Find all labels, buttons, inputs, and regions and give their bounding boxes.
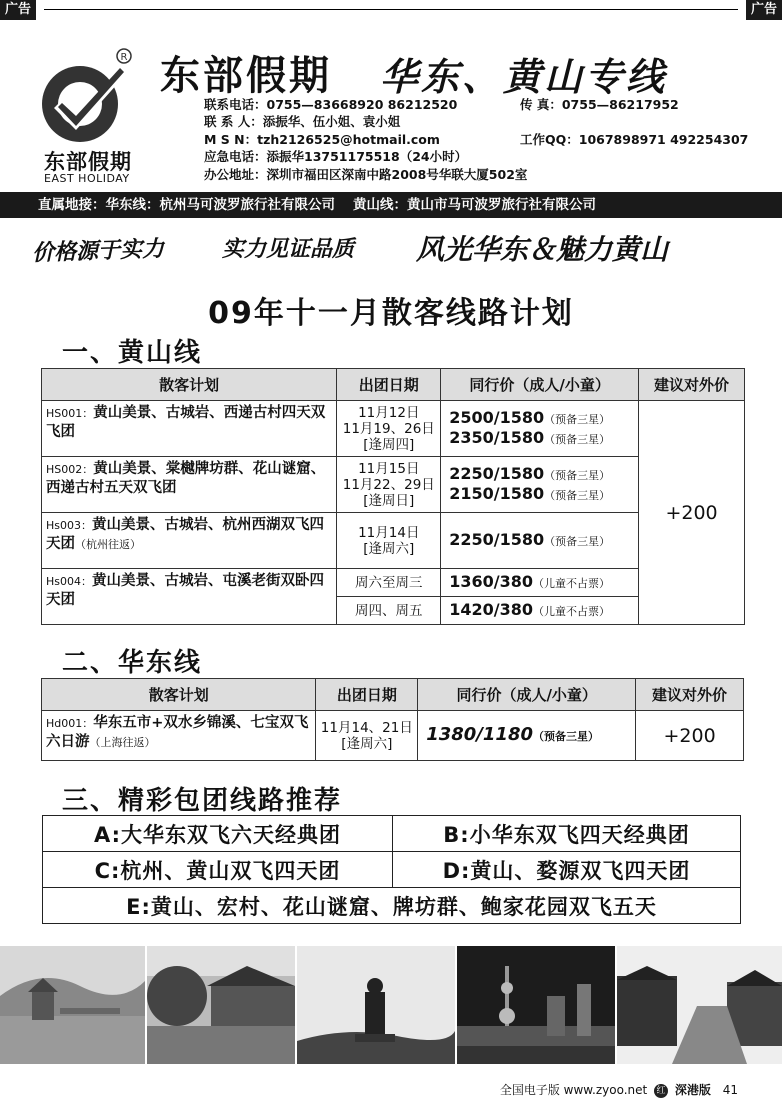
- col-header-suggest: 建议对外价: [639, 369, 745, 401]
- fax-value: 0755—86217952: [561, 97, 679, 112]
- route-code: Hs004：: [46, 575, 92, 588]
- price-note: （预备三星）: [544, 468, 611, 482]
- col-header-price: 同行价（成人/小童）: [441, 369, 639, 401]
- date-line: 11月22、29日: [342, 476, 435, 493]
- page-number: 41: [722, 1083, 738, 1097]
- ad-label-right: 广告: [746, 0, 782, 20]
- header: [0, 20, 782, 192]
- contact-row-phone: [204, 96, 679, 113]
- section-title-huangshan: 一、黄山线: [62, 338, 203, 368]
- lake-pagoda-photo: [0, 946, 145, 1064]
- price-note: （预备三星）: [544, 432, 611, 446]
- date-line: [逢周六]: [341, 735, 393, 752]
- brand-title: 东部假期: [160, 53, 332, 99]
- fax-label: 传 真：: [520, 97, 562, 112]
- huangshan-route-table: [41, 368, 745, 625]
- col-header-date: 出团日期: [337, 369, 441, 401]
- route-note: （上海往返）: [89, 736, 156, 749]
- route-code: Hd001：: [46, 717, 94, 730]
- col-header-date: 出团日期: [316, 679, 418, 711]
- col-header-plan: 散客计划: [42, 679, 316, 711]
- msn-value: tzh2126525@hotmail.com: [257, 131, 440, 147]
- route-code: Hs003：: [46, 519, 92, 532]
- price-cell: [418, 711, 636, 761]
- group-tour-e: E:黄山、宏村、花山谜窟、牌坊群、鲍家花园双飞五天: [43, 888, 741, 924]
- table-row: [42, 711, 744, 761]
- date-line: 11月14日: [358, 524, 420, 541]
- emergency-value: 添振华13751175518（24小时）: [266, 149, 468, 165]
- table-header-row: [42, 369, 745, 401]
- footer-edition: 深港版: [674, 1083, 711, 1097]
- table-row: [43, 852, 741, 888]
- contact-row-person: [204, 113, 527, 130]
- emergency-label: 应急电话：: [204, 149, 267, 165]
- price-value: 2500/1580: [449, 407, 545, 427]
- route-name: 黄山美景、古城岩、杭州西湖双飞四天团: [46, 517, 324, 552]
- price-note: （预备三星）: [544, 488, 611, 502]
- col-header-plan: 散客计划: [42, 369, 337, 401]
- route-name: 黄山美景、棠樾牌坊群、花山谜窟、西递古村五天双飞团: [46, 461, 326, 496]
- affiliation-lead: 直属地接：: [38, 197, 106, 213]
- date-line: [逢周六]: [363, 540, 415, 557]
- price-note: （预备三星）: [544, 412, 611, 426]
- ad-bar: [0, 0, 782, 20]
- page-title: 09年十一月散客线路计划: [208, 296, 574, 331]
- msn-label: M S N：: [204, 131, 258, 147]
- price-cell: [441, 569, 639, 597]
- route-name: 黄山美景、古城岩、西递古村四天双飞团: [46, 405, 326, 440]
- group-tour-d: D:黄山、婺源双飞四天团: [393, 852, 741, 888]
- table-row: [42, 401, 745, 457]
- ad-label-left: 广告: [0, 0, 36, 20]
- price-note: （儿童不占票）: [532, 604, 610, 618]
- ad-divider: [44, 9, 738, 10]
- price-note: （预备三星）: [533, 729, 600, 743]
- group-tour-recommendations: [42, 815, 741, 924]
- slogans: [30, 228, 770, 284]
- price-cell: [441, 597, 639, 625]
- route-cell: [42, 457, 337, 513]
- date-line: [逢周四]: [363, 436, 415, 453]
- water-town-photo: [617, 946, 782, 1064]
- route-cell: [42, 569, 337, 625]
- route-name: 华东五市+双水乡锦溪、七宝双飞六日游: [46, 715, 309, 750]
- person-value: 添振华、伍小姐、袁小姐: [262, 114, 401, 130]
- suggested-price-cell: +200: [639, 401, 745, 625]
- route-code: HS002：: [46, 463, 94, 476]
- table-header-row: [42, 679, 744, 711]
- date-line: 11月14、21日: [320, 719, 413, 736]
- price-value: 2250/1580: [449, 529, 545, 549]
- affiliation-east-china: 华东线：杭州马可波罗旅行社有限公司: [105, 197, 335, 213]
- suggested-price-cell: +200: [636, 711, 744, 761]
- price-cell: [441, 513, 639, 569]
- garden-photo: [147, 946, 295, 1064]
- date-line: 11月15日: [358, 460, 420, 477]
- east-china-route-table: [41, 678, 744, 761]
- slogan-1: 价格源于实力: [31, 236, 165, 267]
- price-note: （预备三星）: [544, 534, 611, 548]
- date-cell: [316, 711, 418, 761]
- date-line: 11月19、26日: [342, 420, 435, 437]
- date-line: 11月12日: [358, 404, 420, 421]
- route-cell: [42, 711, 316, 761]
- slogan-3: 风光华东＆魅力黄山: [416, 233, 669, 266]
- table-row: [43, 816, 741, 852]
- contact-info: [204, 96, 749, 183]
- slogan-2: 实力见证品质: [222, 237, 355, 262]
- buddha-statue-photo: [297, 946, 455, 1064]
- price-value: 1360/380: [449, 571, 533, 591]
- address-value: 深圳市福田区深南中路2008号华联大厦502室: [266, 166, 528, 182]
- col-header-price: 同行价（成人/小童）: [418, 679, 636, 711]
- brand-subtitle: 华东、黄山专线: [380, 55, 668, 99]
- section-title-group-tours: 三、精彩包团线路推荐: [62, 786, 343, 816]
- logo-chinese-name: 东部假期: [44, 150, 132, 174]
- east-holiday-logo-icon: [36, 46, 136, 146]
- qq-value: 1067898971 492254307: [578, 131, 749, 147]
- date-cell: [337, 401, 441, 457]
- price-value: 1380/1180: [426, 723, 534, 745]
- affiliation-huangshan: 黄山线：黄山市马可波罗旅行社有限公司: [353, 197, 596, 213]
- price-value: 1420/380: [449, 599, 533, 619]
- footer-badge-icon: 红: [654, 1084, 668, 1098]
- person-label: 联 系 人：: [204, 114, 263, 130]
- shanghai-night-photo: [457, 946, 615, 1064]
- date-cell: 周六至周三: [337, 569, 441, 597]
- address-label: 办公地址：: [204, 166, 267, 182]
- col-header-suggest: 建议对外价: [636, 679, 744, 711]
- contact-row-emergency: [204, 148, 527, 165]
- footer-site: 全国电子版 www.zyoo.net: [499, 1083, 648, 1097]
- price-cell: [441, 401, 639, 457]
- page-footer: [0, 1078, 782, 1100]
- price-note: （儿童不占票）: [532, 576, 610, 590]
- logo-english-name: EAST HOLIDAY: [44, 172, 130, 185]
- date-cell: 周四、周五: [337, 597, 441, 625]
- date-cell: [337, 513, 441, 569]
- route-name: 黄山美景、古城岩、屯溪老街双卧四天团: [46, 573, 324, 608]
- phone-value: 0755—83668920 86212520: [266, 97, 458, 112]
- price-value: 2150/1580: [449, 483, 545, 503]
- contact-row-address: [204, 166, 527, 183]
- phone-label: 联系电话：: [204, 97, 267, 112]
- price-value: 2350/1580: [449, 427, 545, 447]
- price-cell: [441, 457, 639, 513]
- date-line: [逢周日]: [363, 492, 415, 509]
- price-value: 2250/1580: [449, 463, 545, 483]
- qq-label: 工作QQ：: [520, 131, 579, 147]
- svg-text:R: R: [120, 52, 128, 63]
- route-cell: [42, 401, 337, 457]
- affiliation-bar: [0, 192, 782, 218]
- date-cell: [337, 457, 441, 513]
- table-row: [43, 888, 741, 924]
- scenery-photo-strip: [0, 946, 782, 1064]
- route-note: （杭州往返）: [75, 538, 141, 551]
- group-tour-a: A:大华东双飞六天经典团: [43, 816, 393, 852]
- section-title-east-china: 二、华东线: [62, 648, 203, 678]
- contact-row-msn: [204, 131, 749, 148]
- route-code: HS001：: [46, 407, 94, 420]
- route-cell: [42, 513, 337, 569]
- group-tour-c: C:杭州、黄山双飞四天团: [43, 852, 393, 888]
- group-tour-b: B:小华东双飞四天经典团: [393, 816, 741, 852]
